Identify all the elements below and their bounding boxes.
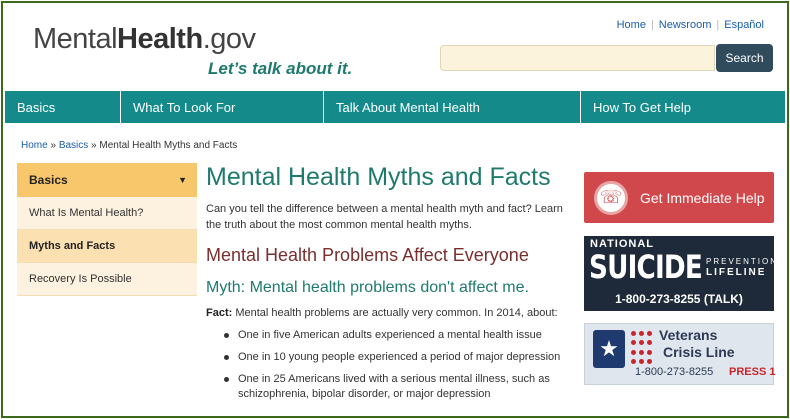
veterans-phone: 1-800-273-8255 <box>635 366 714 378</box>
section-heading: Mental Health Problems Affect Everyone <box>206 245 529 265</box>
lifeline-national-text: NATIONAL <box>590 238 655 250</box>
site-logo[interactable]: MentalHealth.gov <box>33 23 256 55</box>
caret-down-icon: ▼ <box>178 175 187 185</box>
link-separator: | <box>716 19 720 31</box>
sidebar-heading-label: Basics <box>29 173 68 187</box>
breadcrumb-current: Mental Health Myths and Facts <box>99 140 238 151</box>
nav-item-basics[interactable]: Basics <box>5 91 121 123</box>
list-item: One in five American adults experienced a mental health issue <box>224 328 568 343</box>
breadcrumb <box>21 140 237 151</box>
suicide-prevention-lifeline-banner[interactable] <box>584 236 779 311</box>
veterans-title-line2: Crisis Line <box>663 344 735 360</box>
phone-24-icon: ☏ <box>594 181 628 215</box>
page-frame <box>1 1 789 418</box>
list-item: One in 10 young people experienced a period of major depression <box>224 350 568 365</box>
main-nav <box>5 91 785 123</box>
lifeline-suicide-text: SUICIDE <box>589 248 702 286</box>
search-input[interactable] <box>440 45 715 71</box>
search-button[interactable]: Search <box>716 44 773 72</box>
list-item: One in 25 Americans lived with a serious mental illness, such as schizophrenia, bipolar disorder, or major depression <box>224 372 568 402</box>
myth-heading: Myth: Mental health problems don't affect me. <box>206 279 529 296</box>
top-link-espanol[interactable]: Español <box>724 19 764 31</box>
site-tagline: Let’s talk about it. <box>208 59 353 78</box>
intro-text: Can you tell the difference between a mental health myth and fact? Learn the truth about the most common mental health myths. <box>206 203 563 231</box>
nav-item-talk-about-mental-health[interactable]: Talk About Mental Health <box>324 91 581 123</box>
star-icon: ★ <box>593 330 625 368</box>
fact-paragraph <box>206 307 568 319</box>
sidebar-heading[interactable] <box>17 163 197 197</box>
lifeline-lifeline-text: LIFELINE <box>706 267 767 278</box>
top-link-home[interactable]: Home <box>616 19 646 31</box>
veterans-crisis-line-banner[interactable] <box>584 323 774 385</box>
breadcrumb-separator: » <box>50 140 57 151</box>
sidebar-item-what-is-mental-health[interactable]: What Is Mental Health? <box>17 197 197 230</box>
veterans-press-1: PRESS 1 <box>729 366 776 378</box>
link-separator: | <box>650 19 654 31</box>
veterans-title-line1: Veterans <box>659 327 718 343</box>
breadcrumb-basics[interactable]: Basics <box>58 140 89 151</box>
nav-item-how-to-get-help[interactable]: How To Get Help <box>593 99 692 115</box>
nav-item-what-to-look-for[interactable]: What To Look For <box>121 91 324 123</box>
breadcrumb-separator: » <box>91 140 97 151</box>
lifeline-prevention-text: PREVENTION <box>706 257 779 266</box>
sidebar-item-myths-and-facts[interactable]: Myths and Facts <box>17 230 197 263</box>
lifeline-phone: 1-800-273-8255 (TALK) <box>615 292 743 306</box>
fact-text: Mental health problems are actually very common. In 2014, about: <box>235 307 558 319</box>
main-content <box>206 163 568 409</box>
help-label: Get Immediate Help <box>640 189 765 206</box>
sidebar-item-recovery-is-possible[interactable]: Recovery Is Possible <box>17 263 197 296</box>
fact-label: Fact: <box>206 307 233 319</box>
page-title: Mental Health Myths and Facts <box>206 163 551 191</box>
utility-links <box>612 19 769 31</box>
get-immediate-help-button[interactable] <box>584 172 774 223</box>
top-link-newsroom[interactable]: Newsroom <box>658 19 712 31</box>
breadcrumb-home[interactable]: Home <box>21 140 48 151</box>
statistics-list <box>206 328 568 402</box>
dots-icon <box>631 331 653 365</box>
section-sidebar <box>17 163 197 296</box>
